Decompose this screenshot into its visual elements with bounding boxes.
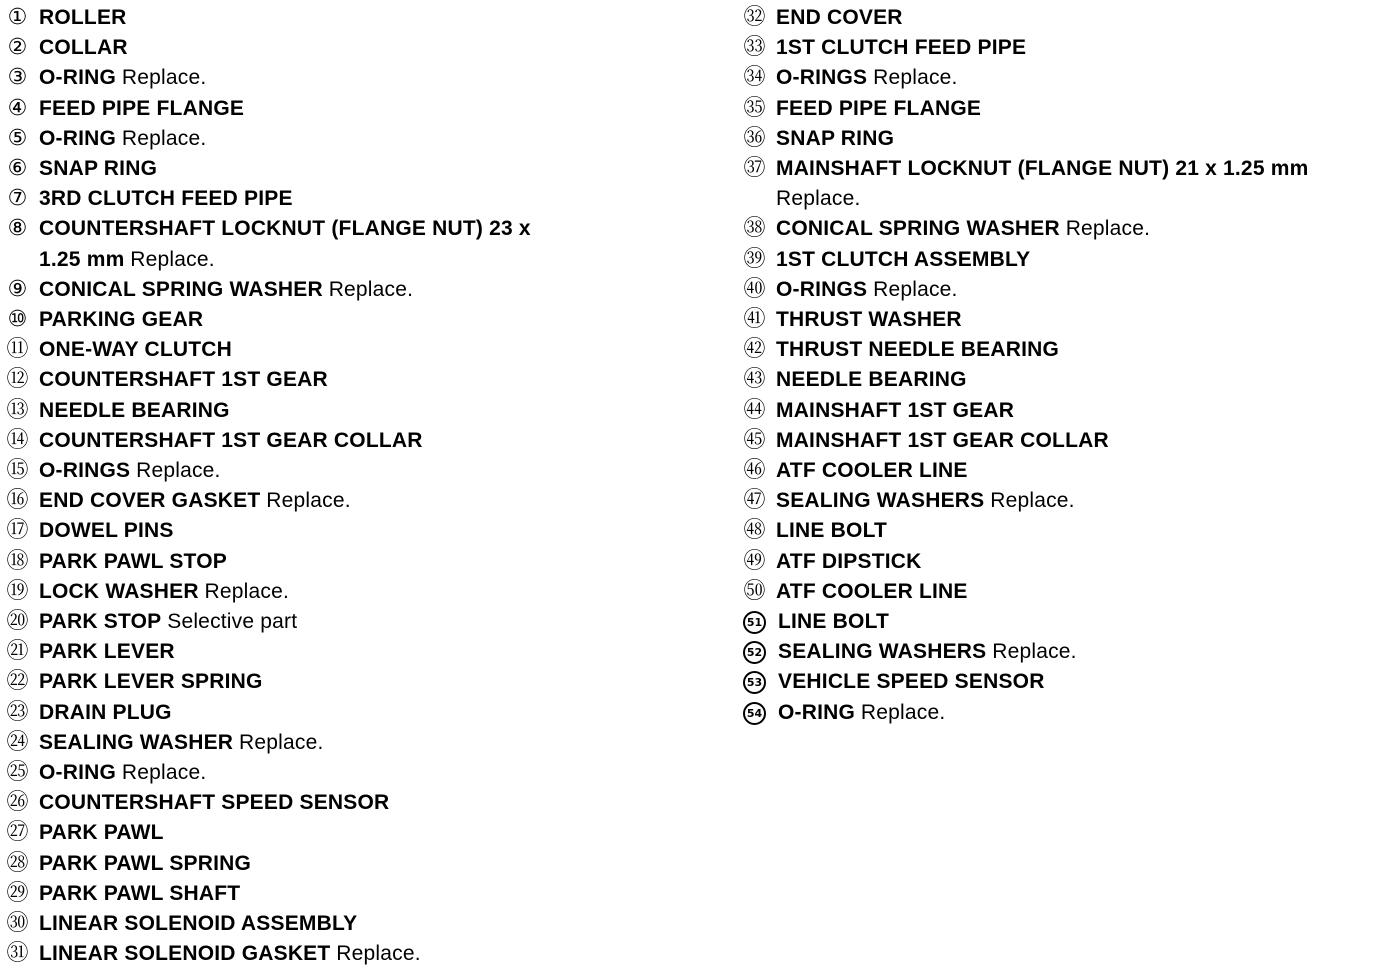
part-name: PARK LEVER (39, 640, 175, 664)
part-name: FEED PIPE FLANGE (39, 96, 245, 120)
part-name: PARKING GEAR (39, 308, 204, 332)
part-name: LINE BOLT (778, 610, 890, 634)
part-name: O-RINGS (776, 277, 868, 301)
part-name: ROLLER (39, 6, 127, 29)
part-note: Replace. (136, 459, 221, 483)
list-item (6, 33, 726, 63)
list-item (6, 547, 726, 577)
list-item (6, 607, 726, 637)
part-name: ATF DIPSTICK (776, 549, 922, 573)
item-number: ⑱ (6, 548, 29, 574)
list-item (6, 939, 726, 969)
part-note: Replace. (121, 66, 207, 90)
part-note: Replace. (266, 489, 351, 513)
part-name: PARK PAWL SPRING (39, 851, 252, 875)
part-note: Replace. (121, 761, 207, 785)
list-item (743, 275, 1373, 305)
part-name: PARK PAWL SHAFT (39, 881, 241, 905)
list-item (743, 516, 1373, 546)
list-item (6, 698, 726, 728)
list-item (743, 335, 1373, 365)
part-name: NEEDLE BEARING (39, 398, 230, 422)
part-note: Replace. (121, 126, 207, 150)
item-number: ⑲ (6, 578, 29, 604)
item-number: ⑤ (7, 125, 28, 151)
parts-list-left (6, 3, 726, 970)
part-name: O-RING (778, 700, 856, 724)
item-number: ㊹ (743, 397, 766, 423)
list-item (743, 396, 1373, 426)
item-number: ㉕ (6, 760, 29, 786)
part-note: Replace. (130, 247, 215, 271)
part-name: LINEAR SOLENOID GASKET (39, 942, 331, 966)
item-number: 52 (743, 641, 766, 664)
part-name: COLLAR (39, 36, 128, 60)
item-number: ㊵ (743, 276, 766, 302)
item-number: ㉒ (6, 669, 29, 695)
item-number: ② (7, 35, 28, 61)
list-item (6, 788, 726, 818)
item-number: ⑯ (6, 488, 29, 514)
part-name: COUNTERSHAFT SPEED SENSOR (39, 791, 390, 815)
item-number: ㊼ (743, 488, 766, 514)
item-number: ㊶ (743, 307, 766, 333)
part-note: Replace. (1065, 217, 1151, 241)
list-item (6, 516, 726, 546)
item-number: ㊳ (743, 216, 766, 242)
part-name: COUNTERSHAFT LOCKNUT (FLANGE NUT) 23 x 1.25 mm (39, 217, 531, 271)
part-note: Replace. (873, 66, 958, 90)
item-number: ㊿ (743, 578, 766, 604)
part-name: PARK PAWL STOP (39, 549, 227, 573)
list-item (743, 365, 1373, 395)
list-item (743, 33, 1373, 63)
item-number: ⑦ (7, 186, 28, 212)
list-item (6, 335, 726, 365)
list-item (743, 547, 1373, 577)
list-item (6, 577, 726, 607)
part-name: O-RING (39, 66, 117, 90)
part-note: Replace. (776, 187, 861, 211)
list-item (6, 305, 726, 335)
part-name: PARK STOP (39, 610, 162, 634)
part-name: SNAP RING (776, 126, 895, 150)
list-item (6, 728, 726, 758)
part-name: FEED PIPE FLANGE (776, 96, 982, 120)
part-name: CONICAL SPRING WASHER (776, 217, 1060, 241)
item-number: ㉖ (6, 790, 29, 816)
part-note: Selective part (167, 610, 298, 634)
item-number: ⑭ (6, 427, 29, 453)
part-name: 1ST CLUTCH ASSEMBLY (776, 247, 1031, 271)
item-number: ① (7, 5, 28, 30)
part-name: PARK LEVER SPRING (39, 670, 263, 694)
list-item (6, 637, 726, 667)
list-item (743, 245, 1373, 275)
item-number: ⑥ (7, 156, 28, 182)
item-number: ⑬ (6, 397, 29, 423)
part-name: END COVER (776, 6, 903, 29)
list-item (6, 214, 566, 274)
list-item (6, 849, 726, 879)
item-number: ㉑ (6, 639, 29, 665)
part-name: SEALING WASHERS (776, 489, 985, 513)
part-note: Replace. (204, 579, 290, 603)
list-item (6, 909, 726, 939)
part-name: CONICAL SPRING WASHER (39, 277, 323, 301)
item-number: ㉞ (743, 65, 766, 91)
item-number: ㉙ (6, 880, 29, 906)
part-name: COUNTERSHAFT 1ST GEAR (39, 368, 328, 392)
part-note: Replace. (860, 700, 946, 724)
part-name: THRUST WASHER (776, 308, 962, 332)
item-number: ㊱ (743, 125, 766, 151)
item-number: ⑫ (6, 367, 29, 393)
part-name: LINEAR SOLENOID ASSEMBLY (39, 912, 358, 936)
item-number: ㊷ (743, 337, 766, 363)
list-item (6, 154, 726, 184)
part-name: 3RD CLUTCH FEED PIPE (39, 187, 293, 211)
item-number: ㊴ (743, 246, 766, 272)
list-item (6, 879, 726, 909)
item-number: ⑳ (6, 609, 29, 635)
list-item (6, 184, 726, 214)
list-item (743, 124, 1373, 154)
item-number: 54 (743, 702, 766, 725)
part-name: O-RING (39, 126, 117, 150)
item-number: ㊻ (743, 458, 766, 484)
item-number: ㊺ (743, 427, 766, 453)
list-item (6, 275, 726, 305)
item-number: ⑰ (6, 518, 29, 544)
part-note: Replace. (990, 489, 1075, 513)
list-item (743, 94, 1373, 124)
item-number: 51 (743, 611, 766, 634)
list-item (6, 365, 726, 395)
part-name: LOCK WASHER (39, 579, 199, 603)
item-number: ⑮ (6, 458, 29, 484)
item-number: ㉔ (6, 729, 29, 755)
item-number: ㊾ (743, 548, 766, 574)
list-item (743, 3, 1373, 33)
list-item (743, 486, 1373, 516)
item-number: ⑪ (6, 337, 29, 363)
list-item (743, 577, 1373, 607)
item-number: ㉚ (6, 911, 29, 937)
item-number: ㉓ (6, 699, 29, 725)
part-name: NEEDLE BEARING (776, 368, 967, 392)
part-name: DOWEL PINS (39, 519, 174, 543)
list-item (6, 94, 726, 124)
list-item (743, 154, 1373, 214)
item-number: ③ (7, 65, 28, 91)
part-name: SEALING WASHER (39, 730, 234, 754)
item-number: 53 (743, 671, 766, 694)
part-name: END COVER GASKET (39, 489, 261, 513)
list-item (743, 305, 1373, 335)
part-name: O-RING (39, 761, 117, 785)
list-item (6, 456, 726, 486)
item-number: ㉛ (6, 941, 29, 967)
item-number: ㉜ (743, 5, 766, 30)
item-number: ㊽ (743, 518, 766, 544)
list-item (743, 667, 1373, 697)
item-number: ⑩ (7, 307, 28, 333)
list-item (6, 667, 726, 697)
item-number: ⑧ (7, 216, 28, 242)
part-note: Replace. (873, 277, 958, 301)
list-item (6, 486, 726, 516)
part-name: ATF COOLER LINE (776, 579, 968, 603)
list-item (743, 637, 1373, 667)
part-note: Replace. (992, 640, 1077, 664)
list-item (6, 3, 726, 33)
list-item (743, 698, 1373, 728)
item-number: ㉟ (743, 95, 766, 121)
list-item (743, 214, 1373, 244)
list-item (6, 818, 726, 848)
item-number: ⑨ (7, 276, 28, 302)
list-item (743, 456, 1373, 486)
list-item (743, 63, 1373, 93)
part-name: SNAP RING (39, 157, 158, 181)
part-name: ONE-WAY CLUTCH (39, 338, 232, 362)
list-item (743, 607, 1373, 637)
part-name: O-RINGS (39, 459, 131, 483)
part-name: PARK PAWL (39, 821, 164, 845)
part-name: DRAIN PLUG (39, 700, 172, 724)
list-item (743, 426, 1373, 456)
item-number: ㉝ (743, 35, 766, 61)
part-note: Replace. (328, 277, 414, 301)
part-name: LINE BOLT (776, 519, 888, 543)
part-note: Replace. (336, 942, 421, 966)
part-name: ATF COOLER LINE (776, 459, 968, 483)
part-name: O-RINGS (776, 66, 868, 90)
list-item (6, 396, 726, 426)
list-item (6, 758, 726, 788)
part-name: MAINSHAFT 1ST GEAR (776, 398, 1015, 422)
part-name: MAINSHAFT 1ST GEAR COLLAR (776, 428, 1109, 452)
list-item (6, 124, 726, 154)
part-name: SEALING WASHERS (778, 640, 987, 664)
item-number: ㊸ (743, 367, 766, 393)
item-number: ④ (7, 95, 28, 121)
part-name: VEHICLE SPEED SENSOR (778, 670, 1045, 694)
list-item (6, 426, 726, 456)
item-number: ㉘ (6, 850, 29, 876)
part-name: THRUST NEEDLE BEARING (776, 338, 1060, 362)
item-number: ㊲ (743, 156, 766, 182)
part-name: COUNTERSHAFT 1ST GEAR COLLAR (39, 428, 423, 452)
part-name: MAINSHAFT LOCKNUT (FLANGE NUT) 21 x 1.25 mm (776, 157, 1309, 181)
item-number: ㉗ (6, 820, 29, 846)
part-name: 1ST CLUTCH FEED PIPE (776, 36, 1027, 60)
list-item (6, 63, 726, 93)
part-note: Replace. (239, 730, 324, 754)
parts-list-right (743, 3, 1373, 728)
